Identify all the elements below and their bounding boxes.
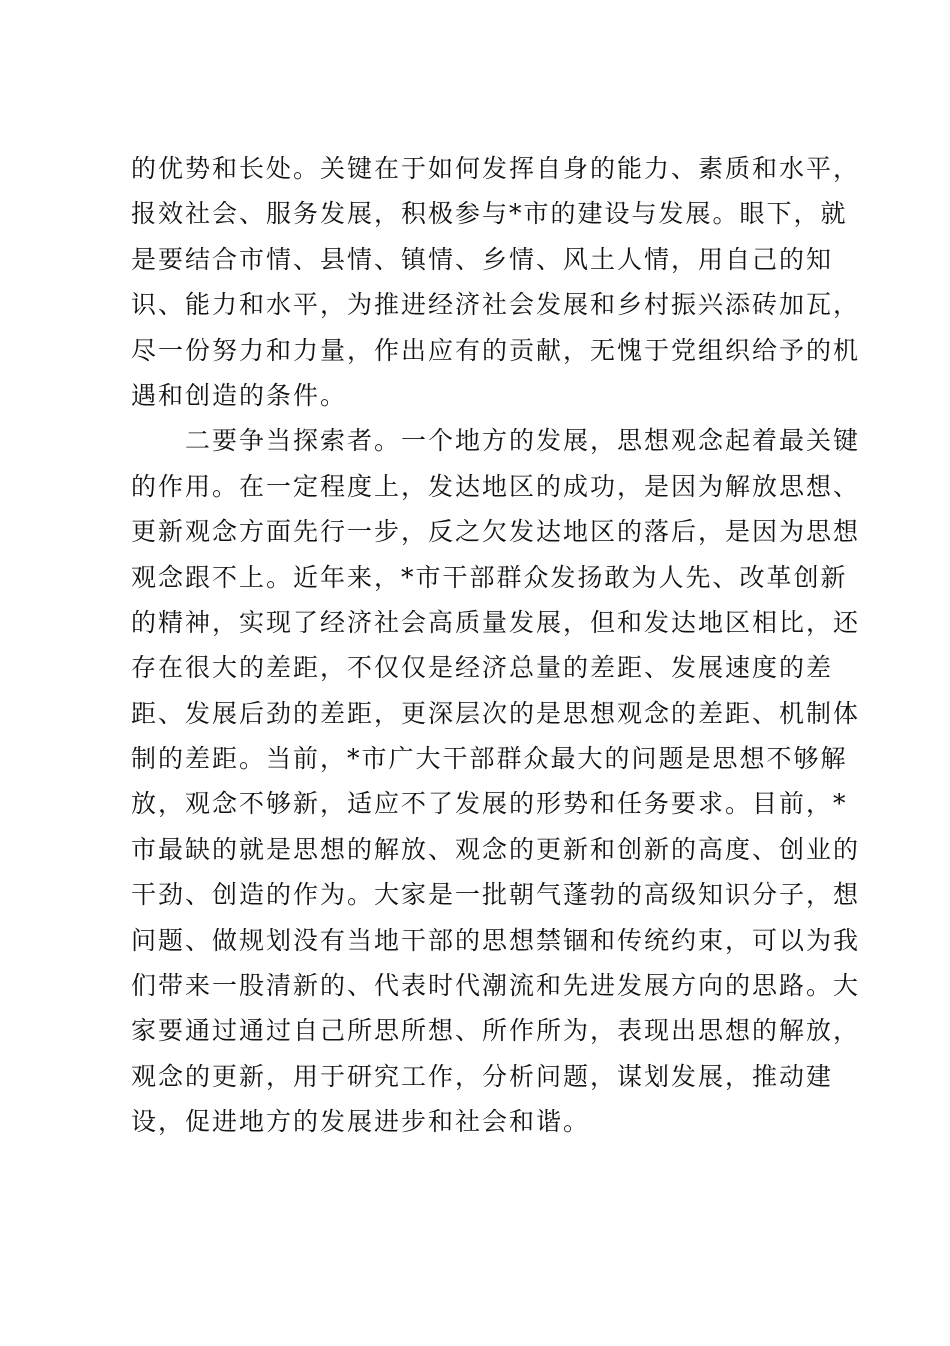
text-line: 制的差距。当前，*市广大干部群众最大的问题是思想不够解	[131, 744, 848, 774]
text-line: 问题、做规划没有当地干部的思想禁锢和传统约束，可以为我	[131, 925, 861, 955]
text-line: 尽一份努力和力量，作出应有的贡献，无愧于党组织给予的机	[131, 335, 861, 365]
text-line: 的精神，实现了经济社会高质量发展，但和发达地区相比，还	[131, 607, 861, 637]
text-line: 识、能力和水平，为推进经济社会发展和乡村振兴添砖加瓦，	[131, 290, 861, 320]
text-line: 们带来一股清新的、代表时代潮流和先进发展方向的思路。大	[131, 971, 861, 1001]
paragraph-1	[131, 146, 861, 418]
text-line: 观念跟不上。近年来，*市干部群众发扬敢为人先、改革创新	[131, 562, 848, 592]
text-line: 的作用。在一定程度上，发达地区的成功，是因为解放思想、	[131, 471, 861, 501]
text-line: 二要争当探索者。一个地方的发展，思想观念起着最关键	[131, 426, 861, 456]
text-line: 观念的更新，用于研究工作，分析问题，谋划发展，推动建	[131, 1061, 834, 1091]
text-line: 遇和创造的条件。	[131, 380, 348, 410]
text-line: 存在很大的差距，不仅仅是经济总量的差距、发展速度的差	[131, 653, 834, 683]
text-line: 市最缺的就是思想的解放、观念的更新和创新的高度、创业的	[131, 834, 861, 864]
text-line: 的优势和长处。关键在于如何发挥自身的能力、素质和水平，	[131, 154, 861, 183]
text-line: 放，观念不够新，适应不了发展的形势和任务要求。目前，*	[131, 789, 848, 819]
text-line: 设，促进地方的发展进步和社会和谐。	[131, 1107, 591, 1137]
text-line: 更新观念方面先行一步，反之欠发达地区的落后，是因为思想	[131, 517, 861, 547]
text-line: 距、发展后劲的差距，更深层次的是思想观念的差距、机制体	[131, 698, 861, 728]
text-line: 是要结合市情、县情、镇情、乡情、风土人情，用自己的知	[131, 244, 834, 274]
text-line: 报效社会、服务发展，积极参与*市的建设与发展。眼下，就	[131, 199, 848, 229]
text-line: 干劲、创造的作为。大家是一批朝气蓬勃的高级知识分子，想	[131, 880, 861, 910]
paragraph-2	[131, 418, 861, 1144]
document-body	[131, 146, 861, 1145]
text-line: 家要通过通过自己所思所想、所作所为，表现出思想的解放，	[131, 1016, 861, 1046]
